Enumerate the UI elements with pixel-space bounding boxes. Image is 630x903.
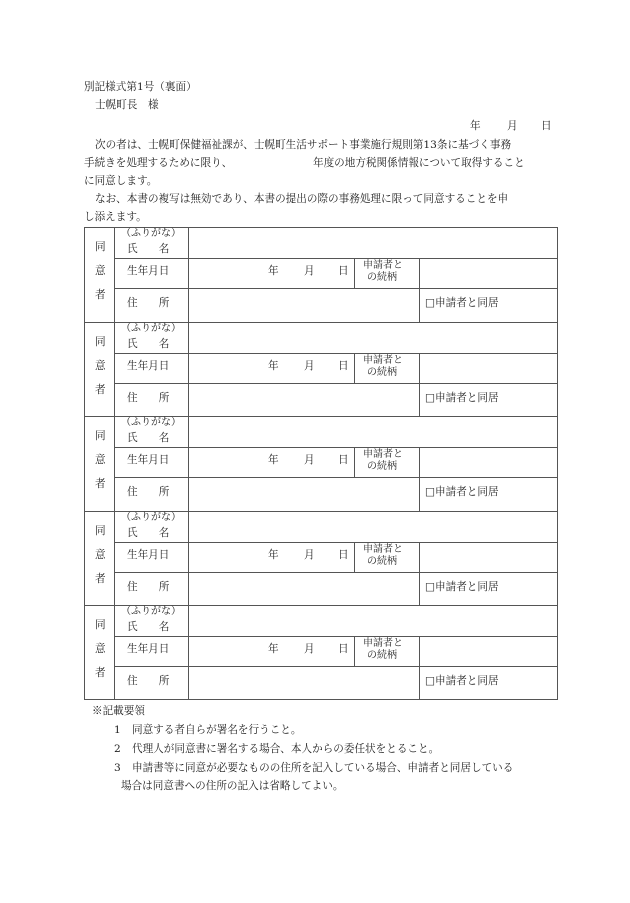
instructions-heading: ※記載要領 (92, 705, 145, 717)
relation-label: の続柄 (367, 366, 397, 378)
cohabit-checkbox: □申請者と同居 (425, 486, 499, 499)
consenter-label-char: 者 (95, 478, 106, 491)
dob-month: 月 (304, 265, 315, 277)
address-label: 住 所 (127, 486, 170, 499)
consenter-label-char: 意 (95, 643, 106, 656)
column-divider (354, 258, 355, 288)
dob-month: 月 (304, 359, 315, 372)
name-label: 氏 名 (127, 432, 170, 445)
furigana-label: （ふりがな） (121, 417, 181, 429)
column-divider (354, 636, 355, 666)
column-divider (188, 322, 189, 417)
dob-year: 年 (268, 454, 279, 467)
dob-label: 生年月日 (127, 643, 170, 656)
address-label: 住 所 (127, 391, 170, 404)
column-divider (188, 511, 189, 606)
cohabit-checkbox: □申請者と同居 (425, 391, 499, 404)
dob-label: 生年月日 (127, 548, 170, 561)
column-divider (419, 447, 420, 511)
row-divider (114, 636, 558, 637)
row-divider (114, 477, 558, 478)
row-divider (114, 258, 558, 259)
paragraph-line: 年度の地方税関係情報について取得すること (313, 157, 525, 169)
paragraph-line: 手続きを処理するために限り、 (84, 157, 233, 169)
instruction-text: 同意する者自らが署名を行うこと。 (132, 724, 302, 736)
relation-label: 申請者と (363, 638, 403, 650)
relation-label: 申請者と (363, 449, 403, 461)
column-divider (354, 542, 355, 572)
instruction-number: 3 (114, 762, 121, 774)
dob-label: 生年月日 (127, 359, 170, 372)
row-divider (114, 383, 558, 384)
cohabit-checkbox: □申請者と同居 (425, 580, 499, 593)
consenter-label-char: 意 (95, 359, 106, 372)
name-label: 氏 名 (127, 621, 170, 634)
column-divider (114, 511, 115, 606)
addressee: 士幌町長 様 (95, 99, 159, 111)
dob-day: 日 (338, 359, 349, 372)
consenter-label-char: 同 (95, 335, 106, 348)
row-divider (114, 666, 558, 667)
instruction-item-3-continued: 場合は同意書への住所の記入は省略してよい。 (121, 780, 344, 792)
consenter-label-char: 者 (95, 667, 106, 680)
dob-year: 年 (268, 265, 279, 277)
column-divider (354, 447, 355, 477)
column-divider (188, 416, 189, 511)
paragraph-line: に同意します。 (84, 175, 158, 187)
table-border-right (557, 227, 558, 700)
column-divider (354, 353, 355, 383)
row-divider (114, 447, 558, 448)
consenter-label-char: 同 (95, 619, 106, 632)
furigana-label: （ふりがな） (121, 322, 181, 334)
consenter-label-char: 意 (95, 454, 106, 467)
dob-year: 年 (268, 643, 279, 656)
date-day: 日 (541, 120, 552, 132)
column-divider (114, 605, 115, 700)
relation-label: の続柄 (367, 272, 397, 283)
furigana-label: （ふりがな） (121, 606, 181, 618)
address-label: 住 所 (127, 580, 170, 593)
paragraph-line: し添えます。 (84, 211, 147, 223)
name-label: 氏 名 (127, 337, 170, 350)
dob-month: 月 (304, 548, 315, 561)
cohabit-checkbox: □申請者と同居 (425, 297, 499, 309)
consenter-label-char: 意 (95, 548, 106, 561)
furigana-label: （ふりがな） (121, 511, 181, 523)
dob-day: 日 (338, 265, 349, 277)
paragraph-line: 次の者は、士幌町保健福祉課が、士幌町生活サポート事業施行規則第13条に基づく事務 (95, 139, 512, 151)
furigana-label: （ふりがな） (121, 228, 181, 239)
row-divider (114, 542, 558, 543)
dob-year: 年 (268, 359, 279, 372)
paragraph-line: なお、本書の複写は無効であり、本書の提出の際の事務処理に限って同意することを申 (95, 193, 509, 205)
dob-day: 日 (338, 643, 349, 656)
column-divider (419, 542, 420, 606)
dob-label: 生年月日 (127, 454, 170, 467)
consent-table (84, 227, 558, 700)
column-divider (419, 636, 420, 700)
row-divider (114, 572, 558, 573)
column-divider (419, 353, 420, 417)
address-label: 住 所 (127, 297, 170, 309)
instruction-number: 1 (114, 724, 121, 736)
consenter-label-char: 者 (95, 383, 106, 396)
consenter-label-char: 者 (95, 289, 106, 301)
column-divider (419, 258, 420, 322)
relation-label: の続柄 (367, 650, 397, 662)
consenter-label-char: 意 (95, 265, 106, 277)
column-divider (114, 322, 115, 417)
relation-label: 申請者と (363, 260, 403, 271)
consenter-label-char: 同 (95, 430, 106, 443)
dob-month: 月 (304, 643, 315, 656)
table-border-bottom (84, 699, 558, 700)
consenter-label-char: 同 (95, 524, 106, 537)
column-divider (188, 227, 189, 322)
address-label: 住 所 (127, 675, 170, 688)
column-divider (188, 605, 189, 700)
date-year: 年 (470, 120, 481, 132)
relation-label: 申請者と (363, 543, 403, 555)
dob-day: 日 (338, 454, 349, 467)
name-label: 氏 名 (127, 243, 170, 255)
row-divider (114, 353, 558, 354)
column-divider (114, 416, 115, 511)
instruction-text: 申請書等に同意が必要なものの住所を記入している場合、申請者と同居している (132, 762, 514, 774)
form-number: 別記様式第1号（裏面） (84, 81, 197, 93)
table-border-left (84, 227, 85, 700)
dob-day: 日 (338, 548, 349, 561)
date-month: 月 (507, 120, 518, 132)
instruction-text: 代理人が同意書に署名する場合、本人からの委任状をとること。 (132, 743, 440, 755)
consenter-label-char: 同 (95, 241, 106, 253)
instruction-number: 2 (114, 743, 121, 755)
cohabit-checkbox: □申請者と同居 (425, 675, 499, 688)
name-label: 氏 名 (127, 526, 170, 539)
dob-label: 生年月日 (127, 265, 170, 277)
dob-year: 年 (268, 548, 279, 561)
column-divider (114, 227, 115, 322)
relation-label: の続柄 (367, 555, 397, 567)
relation-label: 申請者と (363, 354, 403, 366)
relation-label: の続柄 (367, 461, 397, 473)
dob-month: 月 (304, 454, 315, 467)
consenter-label-char: 者 (95, 572, 106, 585)
row-divider (114, 288, 558, 289)
